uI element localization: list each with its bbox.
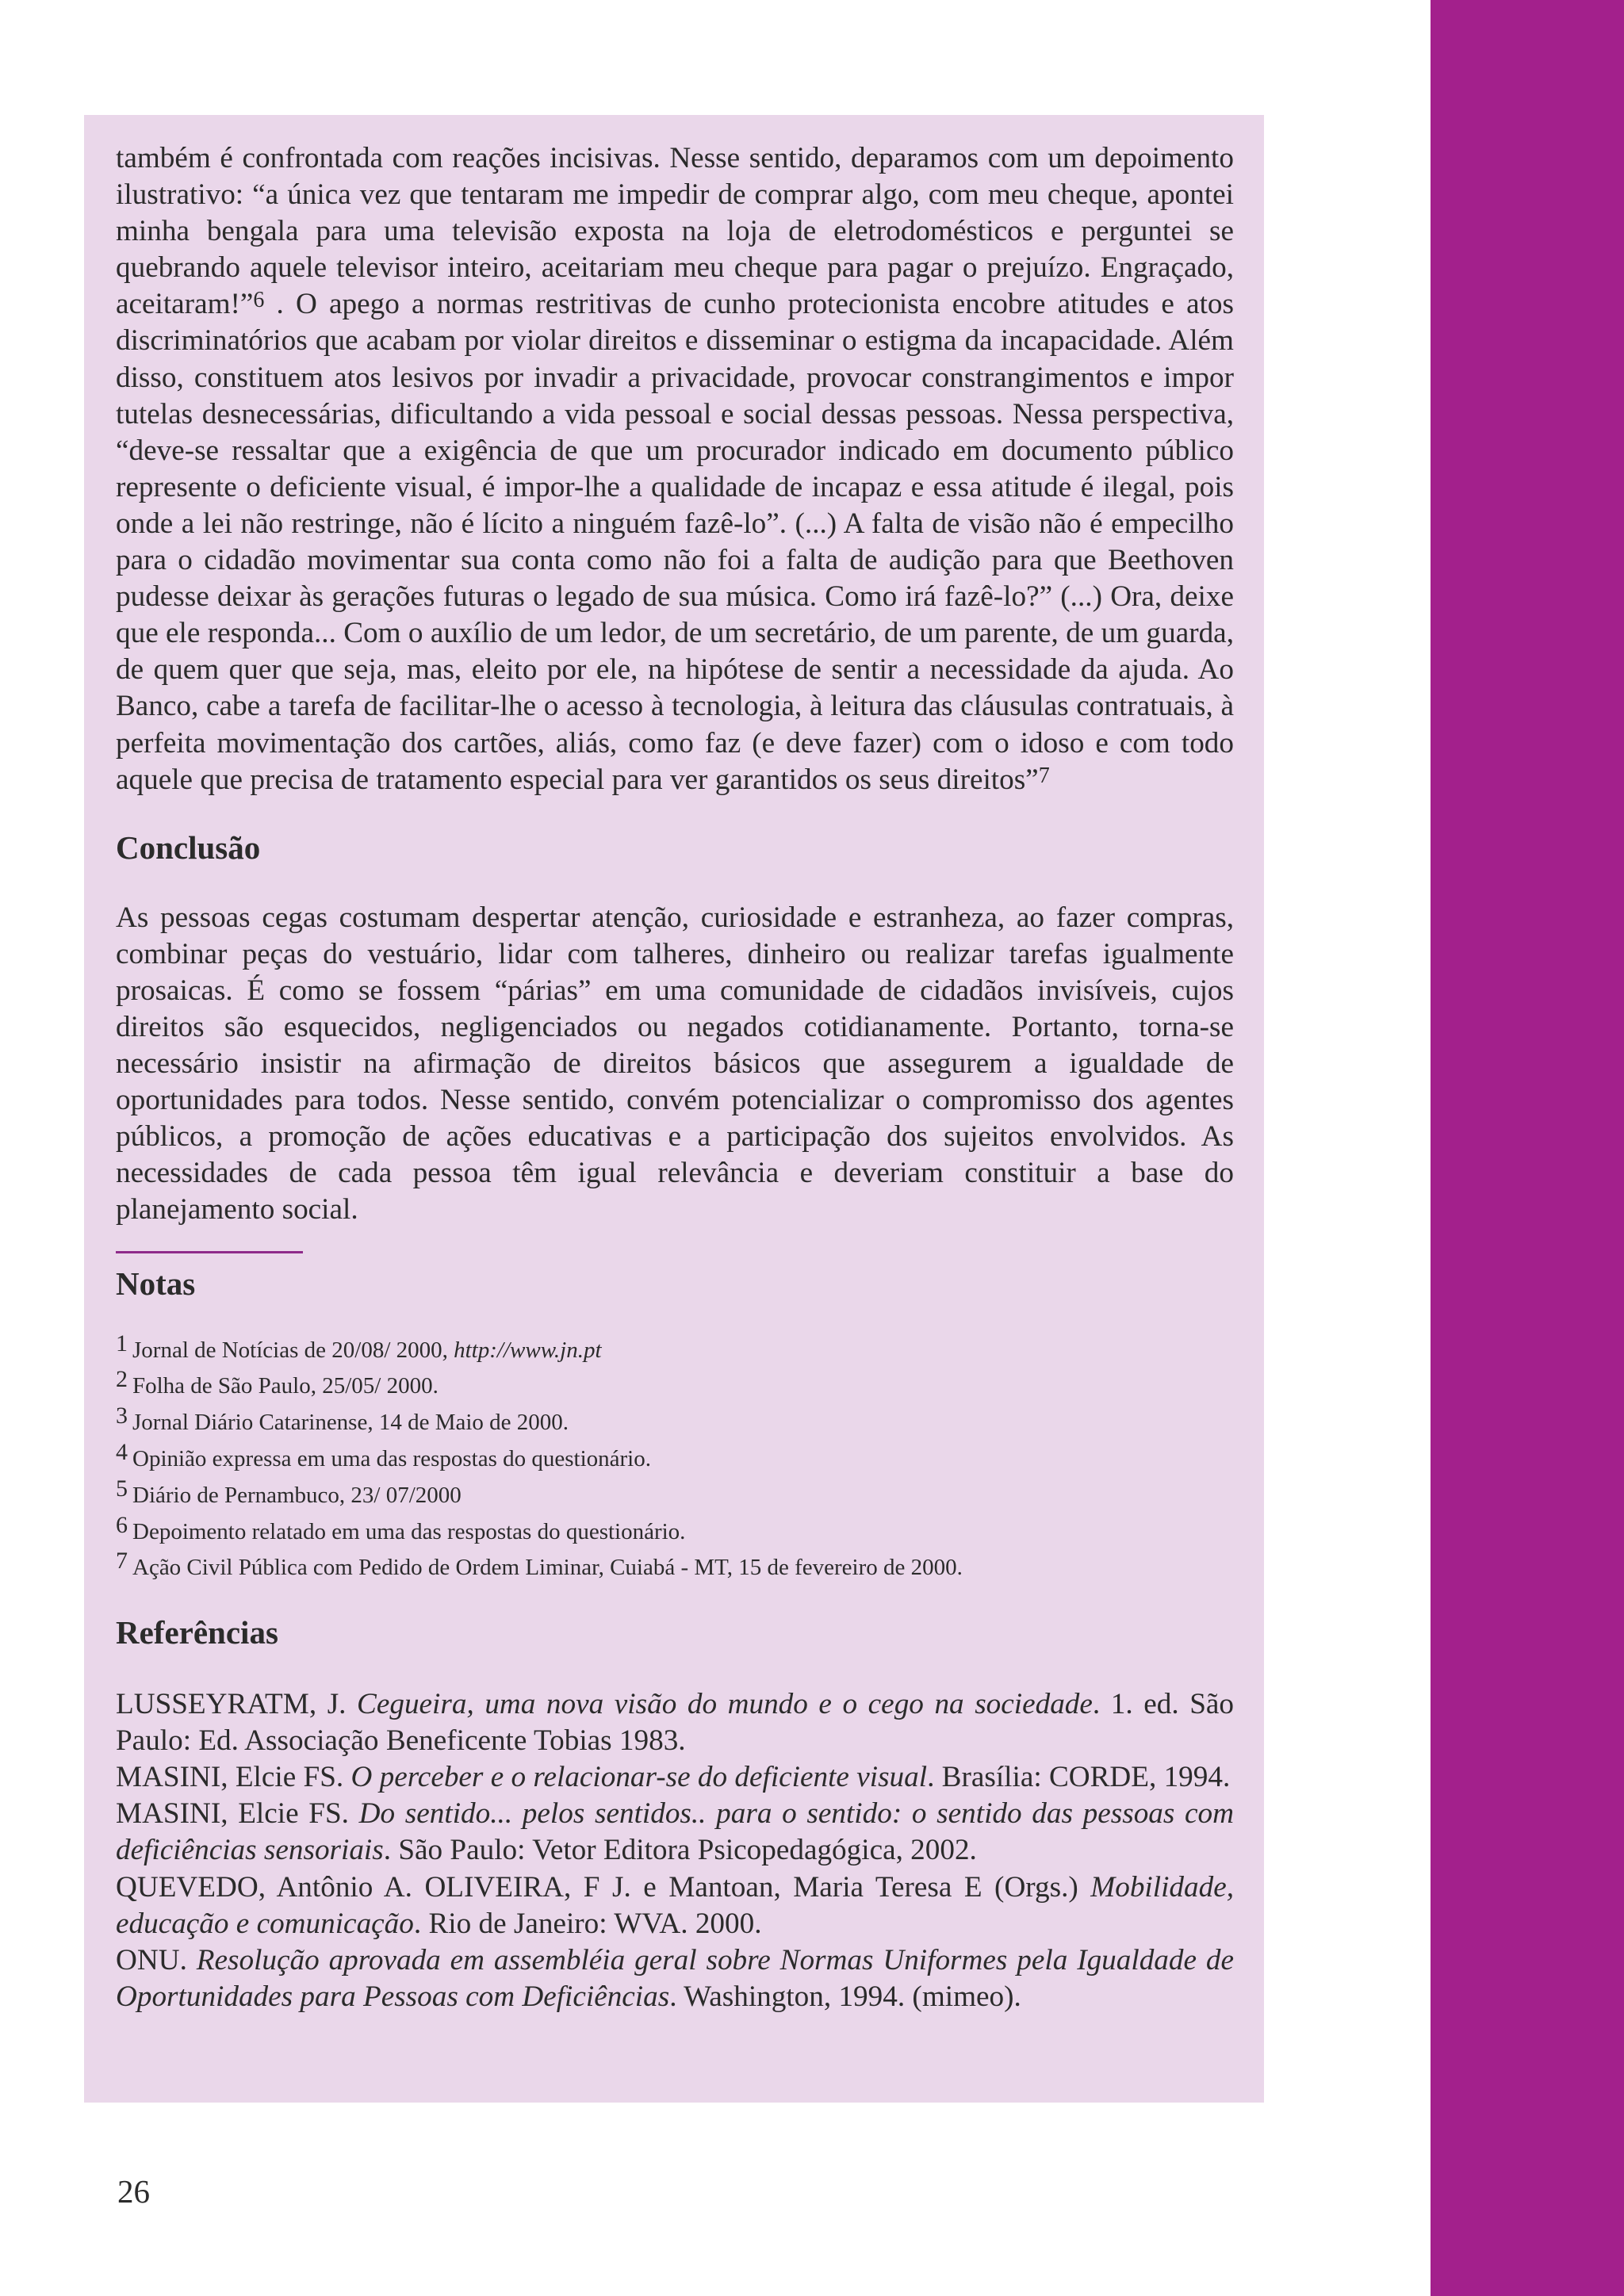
- note-item: [116, 1511, 1234, 1551]
- note-text: Ação Civil Pública com Pedido de Ordem Liminar, Cuiabá - MT, 15 de fevereiro de 2000.: [132, 1555, 963, 1581]
- note-item: [116, 1475, 1234, 1514]
- reference-author: MASINI, Elcie FS.: [116, 1797, 359, 1831]
- note-item: [116, 1330, 1234, 1369]
- content-box: [84, 115, 1264, 2103]
- note-number: 6: [116, 1511, 128, 1538]
- note-number: 7: [116, 1548, 128, 1575]
- reference-title: Mobilidade, educação e comunicação: [116, 1870, 1234, 1940]
- note-text: Diário de Pernambuco, 23/ 07/2000: [132, 1482, 462, 1508]
- note-number: 5: [116, 1475, 128, 1502]
- section-divider: [116, 1251, 303, 1253]
- reference-author: MASINI, Elcie FS.: [116, 1761, 351, 1794]
- note-item: [116, 1402, 1234, 1441]
- reference-title: Resolução aprovada em assembléia geral sobre Normas Uniformes pela Igualdade de Oportunidades para Pessoas com Deficiências: [116, 1943, 1234, 2013]
- reference-publisher: . 1. ed. São Paulo: Ed. Associação Beneficente Tobias 1983.: [116, 1688, 1235, 1758]
- referencias-heading: Referências: [116, 1614, 278, 1651]
- reference-item: [116, 1942, 1234, 2015]
- reference-publisher: . Brasília: CORDE, 1994.: [927, 1761, 1231, 1794]
- note-item: [116, 1368, 1234, 1405]
- reference-item: [116, 1869, 1234, 1942]
- reference-author: QUEVEDO, Antônio A. OLIVEIRA, F J. e Mantoan, Maria Teresa E (Orgs.): [116, 1870, 1091, 1904]
- note-text: Folha de São Paulo, 25/05/ 2000.: [132, 1373, 439, 1399]
- note-number: 2: [116, 1366, 128, 1393]
- note-item: [116, 1438, 1234, 1478]
- note-number: 4: [116, 1438, 128, 1465]
- intro-text-b: . O apego a normas restritivas de cunho protecionista encobre atitudes e atos discriminatórios que acabam por violar direitos e disseminar o estigma da incapacidade. Além disso, constituem atos lesivos por invadir a privacidade, provocar constrangimentos e impor tutelas desnecessárias, dificultando a vida pessoal e social dessas pessoas. Nessa perspectiva, “deve-se ressaltar que a exigência de que um procurador indicado em documento público represente o deficiente visual, é impor-lhe a qualidade de incapaz e essa atitude é ilegal, pois onde a lei não restringe, não é lícito a ninguém fazê-lo”. (...) A falta de visão não é empecilho para o cidadão movimentar sua conta como não foi a falta de audição para que Beethoven pudesse deixar às gerações futuras o legado de sua música. Como irá fazê-lo?” (...) Ora, deixe que ele responda... Com o auxílio de um ledor, de um secretário, de um parente, de um guarda, de quem quer que seja, mas, eleito por ele, na hipótese de sentir a necessidade da ajuda. Ao Banco, cabe a tarefa de facilitar-lhe o acesso à tecnologia, à leitura das cláusulas contratuais, à perfeita movimentação dos cartões, aliás, como faz (e deve fazer) com o idoso e com todo aquele que precisa de tratamento especial para ver garantidos os seus direitos”: [116, 288, 1234, 796]
- note-url: http://www.jn.pt: [454, 1337, 602, 1363]
- conclusao-heading: Conclusão: [116, 828, 261, 866]
- footnote-ref-6: 6: [253, 288, 265, 313]
- note-text: Depoimento relatado em uma das respostas do questionário.: [132, 1518, 686, 1544]
- note-item: [116, 1550, 1234, 1586]
- reference-title: Cegueira, uma nova visão do mundo e o cego na sociedade: [357, 1688, 1093, 1721]
- reference-title: Do sentido... pelos sentidos.. para o sentido: o sentido das pessoas com deficiências sensoriais: [116, 1797, 1235, 1867]
- notes-list: [116, 1330, 1234, 1587]
- reference-author: LUSSEYRATM, J.: [116, 1688, 358, 1721]
- reference-publisher: . Washington, 1994. (mimeo).: [669, 1980, 1021, 2013]
- reference-publisher: . São Paulo: Vetor Editora Psicopedagógica, 2002.: [383, 1834, 977, 1867]
- side-accent-band: [1431, 0, 1624, 2296]
- reference-item: [116, 1759, 1234, 1796]
- reference-item: [116, 1796, 1234, 1869]
- footnote-ref-7: 7: [1038, 763, 1050, 788]
- references-list: [116, 1686, 1234, 2015]
- intro-paragraph: [116, 140, 1234, 798]
- note-text: Jornal de Notícias de 20/08/ 2000,: [132, 1337, 454, 1363]
- reference-publisher: . Rio de Janeiro: WVA. 2000.: [413, 1907, 762, 1940]
- note-text: Jornal Diário Catarinense, 14 de Maio de 2000.: [132, 1410, 569, 1436]
- notas-heading: Notas: [116, 1265, 196, 1302]
- note-number: 1: [116, 1330, 128, 1357]
- note-number: 3: [116, 1402, 128, 1429]
- reference-title: O perceber e o relacionar-se do deficiente visual: [350, 1761, 928, 1794]
- intro-text-a: também é confrontada com reações incisivas. Nesse sentido, deparamos com um depoimento ilustrativo: “a única vez que tentaram me impedir de comprar algo, com meu cheque, apontei minha bengala para uma televisão exposta na loja de eletrodomésticos e perguntei se quebrando aquele televisor inteiro, aceitariam meu cheque para pagar o prejuízo. Engraçado, aceitaram!”: [116, 142, 1234, 321]
- reference-author: ONU.: [116, 1943, 197, 1976]
- conclusao-paragraph: As pessoas cegas costumam despertar atenção, curiosidade e estranheza, ao fazer compras, combinar peças do vestuário, lidar com talheres, dinheiro ou realizar tarefas igualmente prosaicas. É como se fossem “párias” em uma comunidade de cidadãos invisíveis, cujos direitos são esquecidos, negligenciados ou negados cotidianamente. Portanto, torna-se necessário insistir na afirmação de direitos básicos que assegurem a igualdade de oportunidades para todos. Nesse sentido, convém potencializar o compromisso dos agentes públicos, a promoção de ações educativas e a participação dos sujeitos envolvidos. As necessidades de cada pessoa têm igual relevância e deveriam constituir a base do planejamento social.: [116, 901, 1234, 1226]
- reference-item: [116, 1686, 1234, 1759]
- page-number: 26: [117, 2173, 150, 2210]
- note-text: Opinião expressa em uma das respostas do questionário.: [132, 1445, 651, 1471]
